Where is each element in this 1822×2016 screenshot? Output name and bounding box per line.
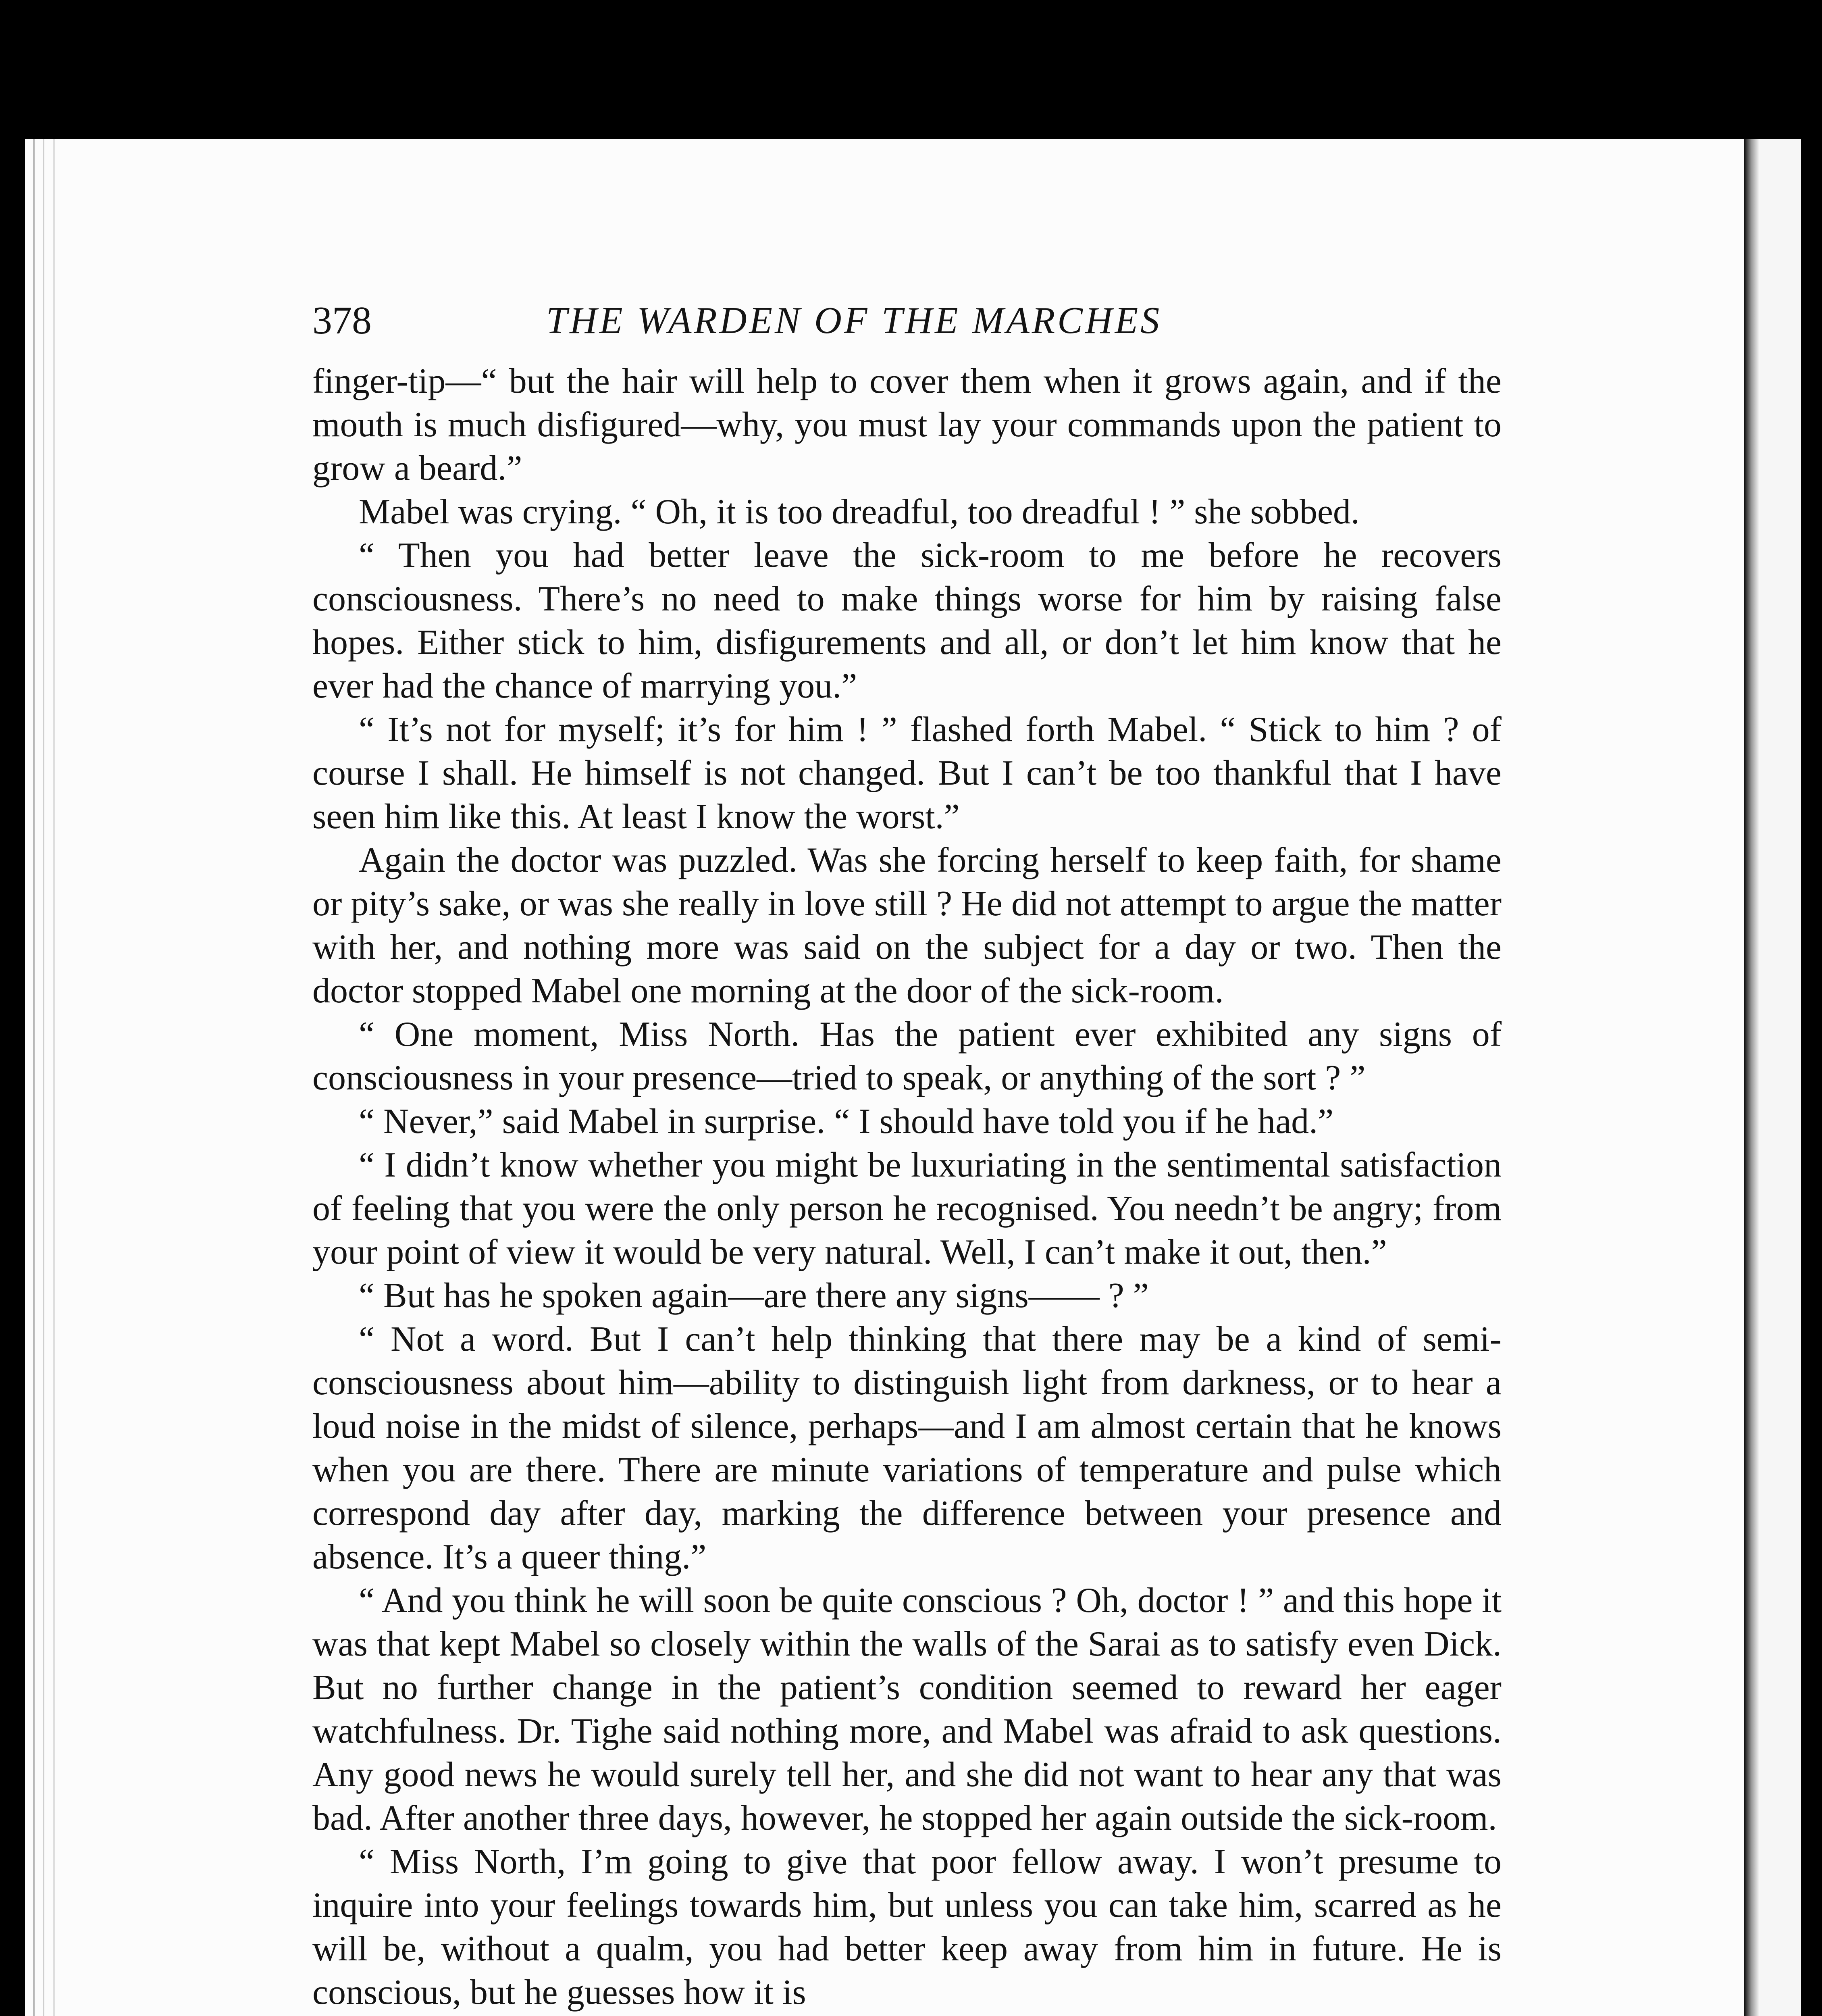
paragraph: “ It’s not for myself; it’s for him ! ” flashed forth Mabel. “ Stick to him ? of course I shall. He himself is not changed. But I can’t be too thankful that I have seen him like this. At least I know the worst.” xyxy=(312,710,1502,836)
paragraph: “ Never,” said Mabel in surprise. “ I should have told you if he had.” xyxy=(359,1102,1334,1141)
paragraph: “ I didn’t know whether you might be luxuriating in the sentimental satisfaction of feeling that you were the only person he recognised. You needn’t be angry; from your point of view it would be very natural. Well, I can’t make it out, then.” xyxy=(312,1145,1502,1272)
paragraph: “ Then you had better leave the sick-room to me before he recovers consciousness. There’s no need to make things worse for him by raising false hopes. Either stick to him, disfigurements and all, or don’t let him know that he ever had the chance of marrying you.” xyxy=(312,536,1502,706)
paragraph: finger-tip—“ but the hair will help to cover them when it grows again, and if the mouth is much disfigured—why, you must lay your commands upon the patient to grow a beard.” xyxy=(312,362,1502,488)
book-spine-shadow xyxy=(1744,139,1759,2016)
page-edge-line xyxy=(53,139,55,2016)
paragraph: “ Not a word. But I can’t help thinking that there may be a kind of semi-consciousness about him—ability to distinguish light from darkness, or to hear a loud noise in the midst of silence, perhaps—and I am almost certain that he knows when you are there. There are minute variations of temperature and pulse which correspond day after day, marking the difference between your presence and absence. It’s a queer thing.” xyxy=(312,1320,1502,1577)
paragraph: “ And you think he will soon be quite conscious ? Oh, doctor ! ” and this hope it was that kept Mabel so closely within the walls of the Sarai as to satisfy even Dick. But no further change in the patient’s condition seemed to reward her eager watchfulness. Dr. Tighe said nothing more, and Mabel was afraid to ask questions. Any good news he would surely tell her, and she did not want to hear any that was bad. After another three days, however, he stopped her again outside the sick-room. xyxy=(312,1581,1502,1838)
facing-page-edge xyxy=(1759,139,1801,2016)
page-number: 378 xyxy=(312,299,372,342)
page-edge-line xyxy=(43,139,44,2016)
paragraph: “ But has he spoken again—are there any signs—— ? ” xyxy=(359,1276,1149,1315)
running-title: THE WARDEN OF THE MARCHES xyxy=(546,300,1162,342)
page-header xyxy=(312,294,1296,347)
page-edge-line xyxy=(33,139,35,2016)
body-text xyxy=(312,360,1502,2014)
paragraph: “ Miss North, I’m going to give that poor fellow away. I won’t presume to inquire into your feelings towards him, but unless you can take him, scarred as he will be, without a qualm, you had better keep away from him in future. He is conscious, but he guesses how it is xyxy=(312,1842,1502,2012)
paragraph: Again the doctor was puzzled. Was she forcing herself to keep faith, for shame or pity’s sake, or was she really in love still ? He did not attempt to argue the matter with her, and nothing more was said on the subject for a day or two. Then the doctor stopped Mabel one morning at the door of the sick-room. xyxy=(312,841,1502,1010)
paragraph: “ One moment, Miss North. Has the patient ever exhibited any signs of consciousness in your presence—tried to speak, or anything of the sort ? ” xyxy=(312,1015,1502,1098)
paragraph: Mabel was crying. “ Oh, it is too dreadful, too dreadful ! ” she sobbed. xyxy=(359,492,1360,531)
